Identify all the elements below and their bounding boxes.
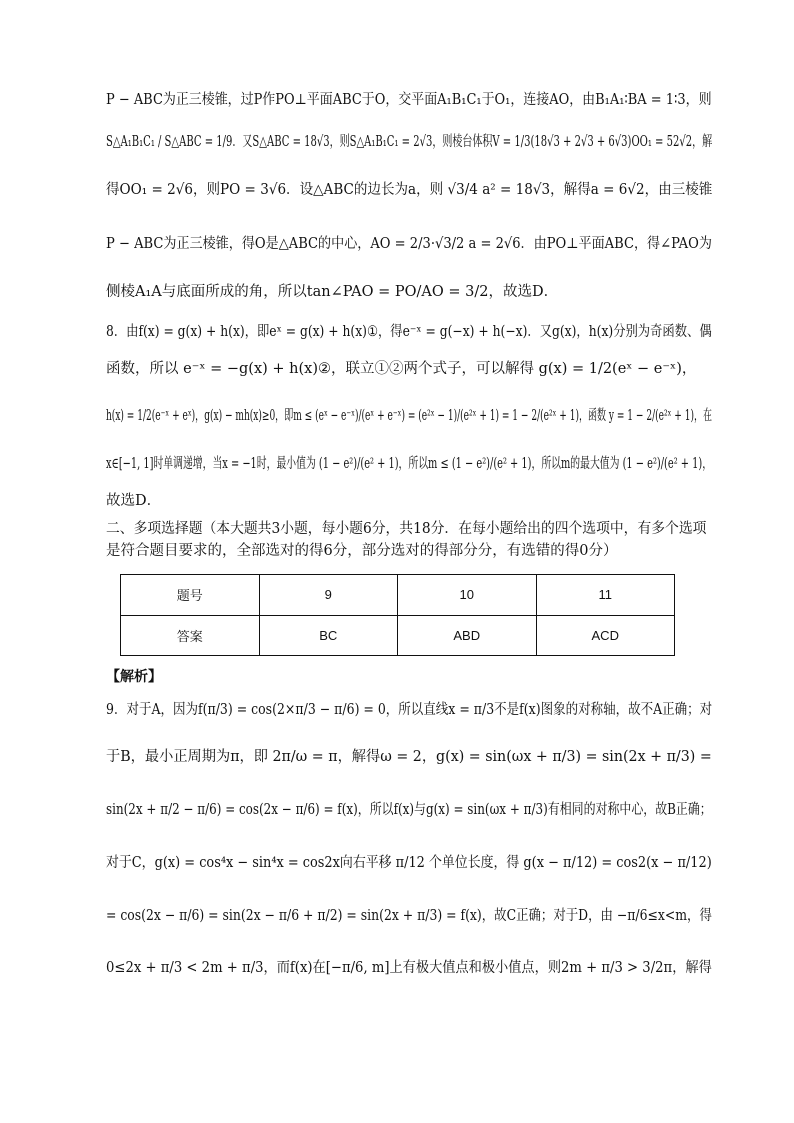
answer-cell: ACD (536, 615, 675, 656)
section-heading-line-2: 是符合题目要求的，全部选对的得6分，部分选对的得部分分，有选错的得0分） (106, 543, 618, 559)
question-number-cell: 9 (259, 575, 398, 616)
section-heading (106, 518, 706, 562)
q8-line-4: x∈[−1, 1]时单调递增，当x = −1时，最小值为 (1 − e²)/(e² + 1)，所以m ≤ (1 − e²)/(e² + 1)，所以m的最大值为 (1 − e²)/(e² + 1)， (106, 456, 713, 472)
q8-line-3: h(x) = 1/2(e⁻ˣ + eˣ)，g(x) − mh(x)≥0，即m ≤ (eˣ − e⁻ˣ)/(eˣ + e⁻ˣ) = (e²ˣ − 1)/(e²ˣ + 1) = 1 − 2/(e²ˣ + 1)，函数 y = 1 − 2/(e²ˣ + 1)，在 (106, 408, 713, 424)
answer-table (120, 574, 675, 656)
q7-line-1: P − ABC为正三棱锥，过P作PO⊥平面ABC于O，交平面A₁B₁C₁于O₁，连接AO，由B₁A₁∶BA = 1∶3，则 (106, 92, 712, 108)
q9-line-3: sin(2x + π/2 − π/6) = cos(2x − π/6) = f(x)，所以f(x)与g(x) = sin(ωx + π/3)有相同的对称中心，故B正确； (106, 802, 712, 818)
q8-line-1: 8．由f(x) = g(x) + h(x)，即eˣ = g(x) + h(x)①，得e⁻ˣ = g(−x) + h(−x)．又g(x)，h(x)分别为奇函数、偶 (106, 324, 712, 340)
section-heading-line-1: 二、多项选择题（本大题共3小题，每小题6分，共18分．在每小题给出的四个选项中，有多个选项 (106, 521, 707, 537)
header-label-cell: 题号 (121, 575, 260, 616)
q9-line-5: = cos(2x − π/6) = sin(2x − π/6 + π/2) = sin(2x + π/3) = f(x)，故C正确；对于D，由 −π/6≤x<m，得 (106, 908, 712, 924)
question-number-cell: 11 (536, 575, 675, 616)
answer-label-cell: 答案 (121, 615, 260, 656)
analysis-label: 【解析】 (106, 669, 162, 685)
q9-line-2: 于B，最小正周期为π，即 2π/ω = π，解得ω = 2，g(x) = sin(ωx + π/3) = sin(2x + π/3) = (106, 749, 712, 765)
q7-line-5: 侧棱A₁A与底面所成的角，所以tan∠PAO = PO/AO = 3/2，故选D． (106, 284, 559, 300)
q8-line-5: 故选D． (106, 493, 162, 509)
q7-line-4: P − ABC为正三棱锥，得O是△ABC的中心，AO = 2/3·√3/2 a = 2√6．由PO⊥平面ABC，得∠PAO为 (106, 236, 712, 252)
q8-line-2: 函数，所以 e⁻ˣ = −g(x) + h(x)②，联立①②两个式子，可以解得 g(x) = 1/2(eˣ − e⁻ˣ)， (106, 361, 697, 377)
q9-line-6: 0≤2x + π/3 < 2m + π/3，而f(x)在[−π/6, m]上有极大值点和极小值点，则2m + π/3 > 3/2π，解得 (106, 960, 712, 976)
answer-cell: BC (259, 615, 398, 656)
table-row (121, 615, 675, 656)
q9-line-1: 9．对于A，因为f(π/3) = cos(2×π/3 − π/6) = 0，所以直线x = π/3不是f(x)图象的对称轴，故不A正确；对 (106, 702, 713, 718)
table-row (121, 575, 675, 616)
q9-line-4: 对于C，g(x) = cos⁴x − sin⁴x = cos2x向右平移 π/12 个单位长度，得 g(x − π/12) = cos2(x − π/12) (106, 855, 712, 871)
q7-line-2: S△A₁B₁C₁ / S△ABC = 1/9．又S△ABC = 18√3，则S△A₁B₁C₁ = 2√3，则棱台体积V = 1/3(18√3 + 2√3 + 6√3)OO₁ = 52√2，解 (106, 134, 713, 150)
question-number-cell: 10 (398, 575, 537, 616)
q7-line-3: 得OO₁ = 2√6，则PO = 3√6．设△ABC的边长为a，则 √3/4 a² = 18√3，解得a = 6√2，由三棱锥 (106, 182, 713, 198)
answer-cell: ABD (398, 615, 537, 656)
